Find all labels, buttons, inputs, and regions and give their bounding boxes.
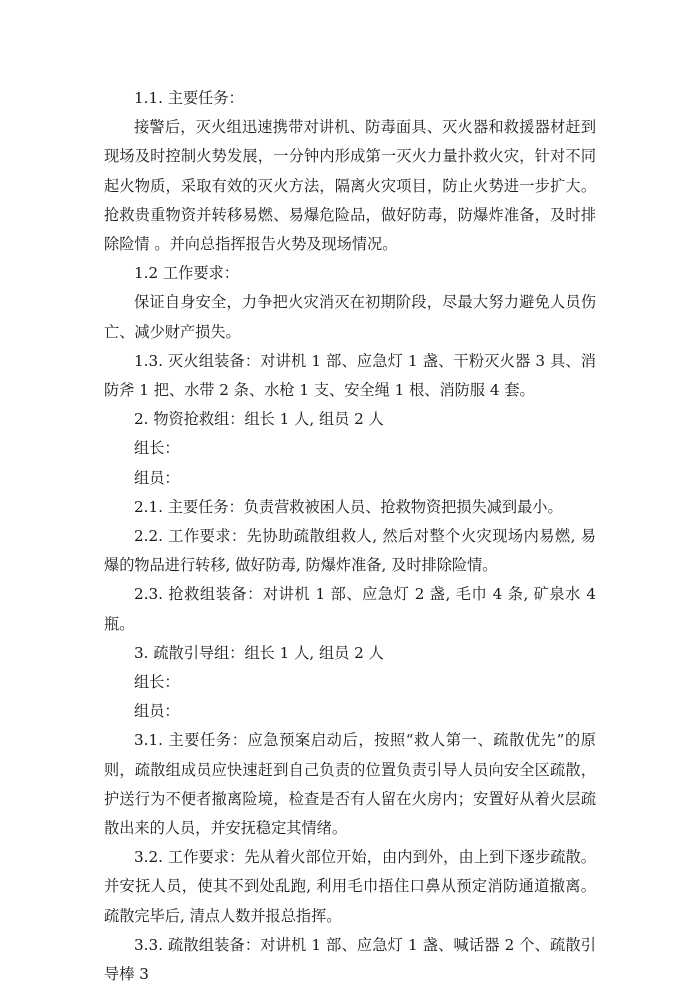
paragraph-2-3-rescue-equipment: 2.3. 抢救组装备：对讲机 1 部、应急灯 2 盏, 毛巾 4 条, 矿泉水 4 瓶。 [104, 585, 596, 633]
paragraph-1-3-firefighting-equipment: 1.3. 灭火组装备：对讲机 1 部、应急灯 1 盏、干粉灭火器 3 具、消防斧 1 把、水带 2 条、水枪 1 支、安全绳 1 根、消防服 4 套。 [104, 351, 596, 400]
paragraph-firefighting-tasks: 接警后，灭火组迅速携带对讲机、防毒面具、灭火器和救援器材赶到现场及时控制火势发展，一分钟内形成第一灭火力量扑救火灾，针对不同起火物质，采取有效的灭火方法，隔离火灾项目，防止火势进一步扩大。抢救贵重物资并转移易燃、易爆危险品，做好防毒，防爆炸准备，及时排除险情 。并向总指挥报告火势及现场情况。 [104, 118, 596, 254]
heading-3-evacuation-group: 3. 疏散引导组：组长 1 人, 组员 2 人 [134, 643, 384, 662]
heading-2-rescue-group: 2. 物资抢救组：组长 1 人, 组员 2 人 [134, 410, 384, 429]
paragraph-2-1-main-tasks: 2.1. 主要任务：负责营救被困人员、抢救物资把损失减到最小。 [134, 497, 563, 516]
paragraph-safety-requirements: 保证自身安全，力争把火灾消灭在初期阶段，尽最大努力避免人员伤亡、减少财产损失。 [104, 293, 596, 341]
document-body [104, 84, 596, 989]
rescue-group-members: 组员： [134, 468, 180, 487]
rescue-group-leader: 组长： [134, 439, 180, 458]
evacuation-group-leader: 组长： [134, 673, 180, 692]
paragraph-3-1-main-tasks: 3.1. 主要任务：应急预案启动后，按照“救人第一、疏散优先”的原则，疏散组成员应快速赶到自己负责的位置负责引导人员向安全区疏散，护送行为不便者撤离险境，检查是否有人留在火房内；安置好从着火层疏散出来的人员，并安抚稳定其情绪。 [104, 731, 596, 838]
heading-1-1-main-tasks: 1.1. 主要任务： [134, 89, 244, 107]
evacuation-group-members: 组员： [134, 702, 180, 721]
paragraph-2-2-requirements: 2.2. 工作要求：先协助疏散组救人, 然后对整个火灾现场内易燃, 易爆的物品进行转移, 做好防毒, 防爆炸准备, 及时排除险情。 [104, 527, 596, 575]
paragraph-3-3-evacuation-equipment: 3.3. 疏散组装备：对讲机 1 部、应急灯 1 盏、喊话器 2 个、疏散引导棒 3 [104, 935, 596, 984]
paragraph-3-2-requirements: 3.2. 工作要求：先从着火部位开始，由内到外，由上到下逐步疏散。并安抚人员，使其不到处乱跑, 利用毛巾捂住口鼻从预定消防通道撤离。疏散完毕后, 清点人数并报总指挥。 [104, 848, 596, 925]
heading-1-2-requirements: 1.2 工作要求： [134, 264, 239, 283]
